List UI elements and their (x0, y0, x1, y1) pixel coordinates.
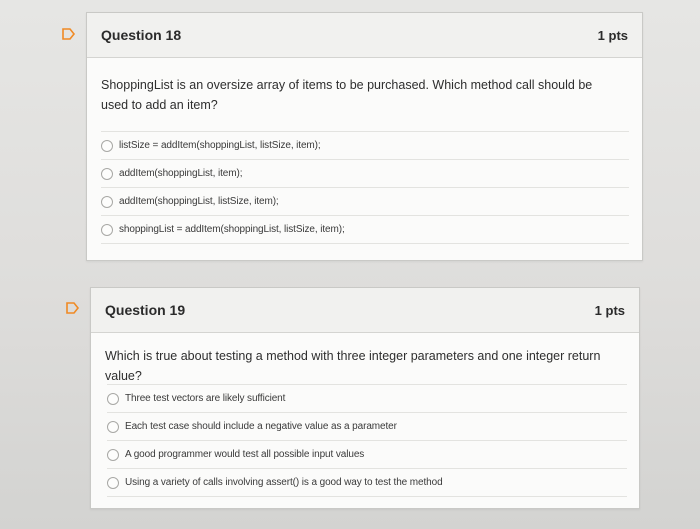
radio-button[interactable] (107, 477, 119, 489)
radio-button[interactable] (107, 393, 119, 405)
answer-label: addItem(shoppingList, item); (119, 168, 243, 179)
answer-options (101, 131, 629, 244)
question-points: 1 pts (597, 27, 628, 43)
question-text: ShoppingList is an oversize array of items to be purchased. Which method call should be used to add an item? (101, 78, 593, 112)
question-text: Which is true about testing a method with three integer parameters and one integer return value? (105, 349, 601, 383)
answer-label: shoppingList = addItem(shoppingList, listSize, item); (119, 224, 345, 235)
radio-button[interactable] (107, 449, 119, 461)
radio-button[interactable] (101, 140, 113, 152)
answer-option[interactable] (101, 131, 629, 159)
question-title: Question 18 (101, 27, 182, 43)
question-card-18 (86, 12, 643, 261)
radio-button[interactable] (101, 196, 113, 208)
answer-label: Each test case should include a negative value as a parameter (125, 421, 397, 432)
question-points: 1 pts (594, 302, 625, 318)
answer-label: Three test vectors are likely sufficient (125, 393, 286, 404)
answer-option[interactable] (107, 468, 627, 497)
flag-icon[interactable] (62, 28, 76, 40)
answer-label: addItem(shoppingList, listSize, item); (119, 196, 279, 207)
answer-option[interactable] (101, 159, 629, 187)
radio-button[interactable] (101, 224, 113, 236)
question-card-19 (90, 287, 640, 509)
answer-option[interactable] (101, 215, 629, 244)
answer-option[interactable] (107, 384, 627, 412)
flag-icon[interactable] (66, 302, 80, 314)
answer-option[interactable] (101, 187, 629, 215)
answer-options (107, 384, 627, 497)
answer-label: Using a variety of calls involving assert() is a good way to test the method (125, 477, 443, 488)
question-header (91, 288, 639, 333)
radio-button[interactable] (107, 421, 119, 433)
answer-option[interactable] (107, 440, 627, 468)
question-header (87, 13, 642, 58)
answer-label: A good programmer would test all possible input values (125, 449, 365, 460)
answer-option[interactable] (107, 412, 627, 440)
question-title: Question 19 (105, 302, 186, 318)
answer-label: listSize = addItem(shoppingList, listSize, item); (119, 140, 321, 151)
radio-button[interactable] (101, 168, 113, 180)
